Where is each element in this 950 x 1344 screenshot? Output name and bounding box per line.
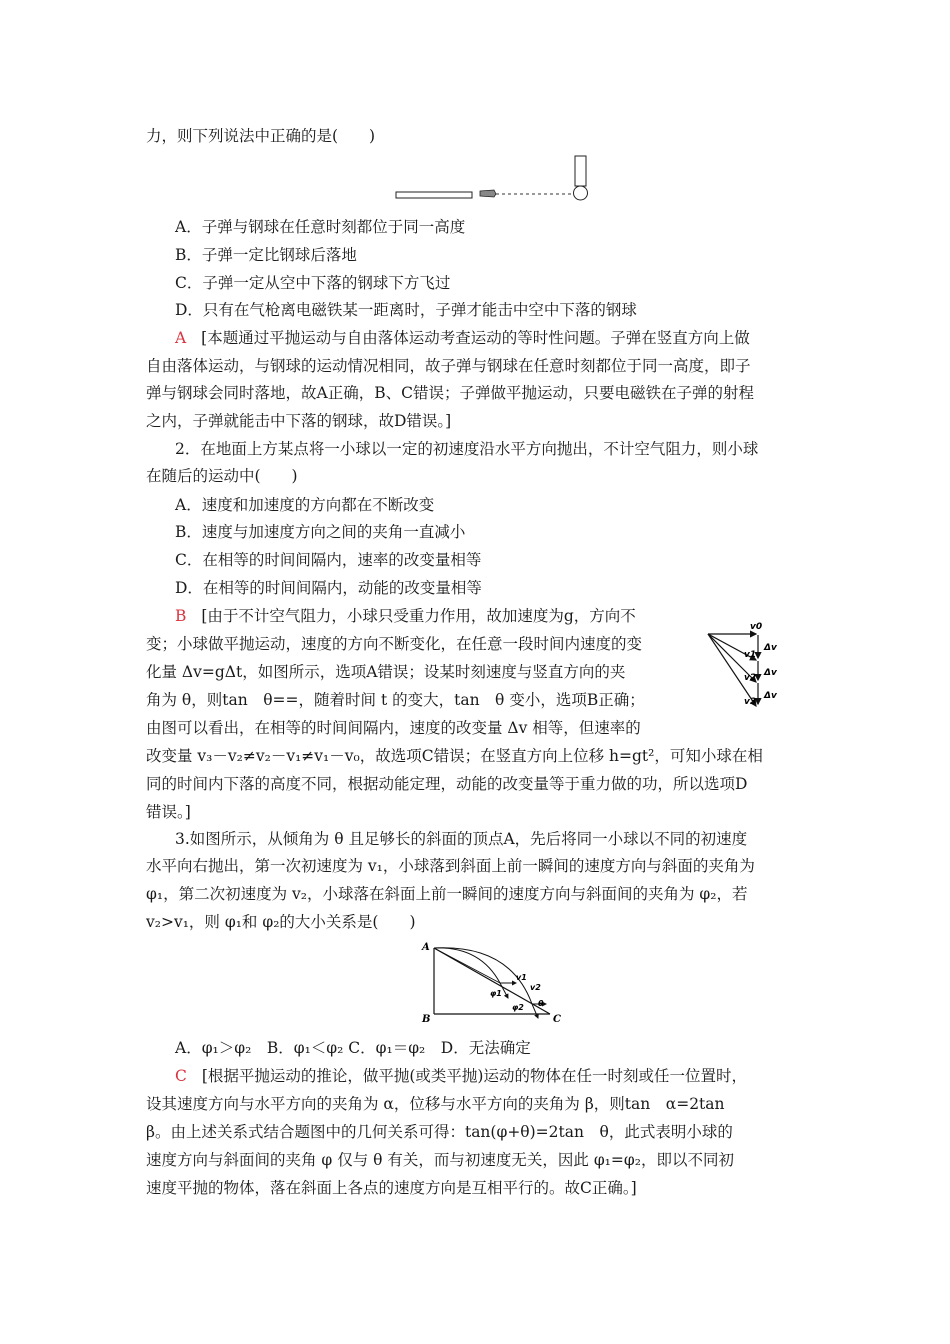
q2-explanation-line-5: 由图可以看出，在相等的时间间隔内，速度的改变量 Δv 相等，但速率的	[146, 719, 641, 737]
q2-explanation-line-3: 化量 Δv=gΔt，如图所示，选项A错误；设某时刻速度与竖直方向的夹	[146, 663, 626, 681]
q2-stem-line-1: 2．在地面上方某点将一小球以一定的初速度沿水平方向抛出，不计空气阻力，则小球	[175, 440, 759, 458]
q3-stem-line-4: v₂>v₁，则 φ₁和 φ₂的大小关系是( )	[146, 913, 416, 931]
q3-fig-label-v2: v2	[530, 983, 541, 992]
q1-explanation-line-4: 之内，子弹就能击中下落的钢球，故D错误。]	[146, 412, 452, 430]
q3-stem-line-2: 水平向右抛出，第一次初速度为 v₁，小球落到斜面上前一瞬间的速度方向与斜面的夹角为	[146, 857, 755, 875]
q2-velocity-vector-diagram	[700, 620, 800, 720]
q3-stem-line-1: 3.如图所示，从倾角为 θ 且足够长的斜面的顶点A，先后将同一小球以不同的初速度	[175, 830, 748, 848]
q3-fig-label-v1: v1	[516, 973, 527, 982]
q2-fig-label-v3: v3	[744, 697, 757, 707]
q1-option-a: A．子弹与钢球在任意时刻都位于同一高度	[175, 218, 466, 236]
q1-explanation-line-1	[175, 328, 750, 348]
q1-option-b: B．子弹一定比钢球后落地	[175, 246, 357, 264]
q2-fig-label-v0: v0	[750, 622, 763, 632]
q3-explanation-text-1: [根据平抛运动的推论，做平抛(或类平抛)运动的物体在任一时刻或任一位置时，	[201, 1067, 747, 1085]
q3-explanation-line-2: 设其速度方向与水平方向的夹角为 α，位移与水平方向的夹角为 β，则tan α=2tan	[146, 1095, 725, 1113]
q3-explanation-line-4: 速度方向与斜面间的夹角 φ 仅与 θ 有关，而与初速度无关，因此 φ₁=φ₂，即以不同初	[146, 1151, 734, 1169]
q3-answer-letter: C	[175, 1067, 187, 1085]
q3-explanation-line-3: β。由上述关系式结合题图中的几何关系可得：tan(φ+θ)=2tan θ，此式表明小球的	[146, 1123, 733, 1141]
q3-options: A．φ₁＞φ₂ B．φ₁＜φ₂ C．φ₁＝φ₂ D．无法确定	[175, 1039, 531, 1057]
q3-fig-label-phi1: φ1	[490, 989, 502, 998]
q2-explanation-text-1: [由于不计空气阻力，小球只受重力作用，故加速度为g，方向不	[201, 607, 636, 625]
q1-stem-tail: 力，则下列说法中正确的是( )	[146, 127, 376, 145]
q2-explanation-line-4: 角为 θ，则tan θ==，随着时间 t 的变大，tan θ 变小，选项B正确；	[146, 691, 645, 709]
q3-fig-label-a: A	[422, 942, 430, 953]
q2-fig-label-dv-3: Δv	[764, 691, 777, 701]
q2-fig-label-dv-2: Δv	[764, 668, 777, 678]
q2-answer-letter: B	[175, 607, 187, 625]
q3-explanation-line-5: 速度平抛的物体，落在斜面上各点的速度方向是互相平行的。故C正确。]	[146, 1179, 637, 1197]
q2-fig-label-v1: v1	[744, 650, 757, 660]
q1-option-c: C．子弹一定从空中下落的钢球下方飞过	[175, 274, 451, 292]
q2-explanation-line-7: 同的时间内下落的高度不同，根据动能定理，动能的改变量等于重力做的功，所以选项D	[146, 775, 748, 793]
q1-option-d: D．只有在气枪离电磁铁某一距离时，子弹才能击中空中下落的钢球	[175, 301, 637, 319]
q3-fig-label-phi2: φ2	[512, 1003, 524, 1012]
q2-explanation-line-6: 改变量 v₃－v₂≠v₂－v₁≠v₁－v₀，故选项C错误；在竖直方向上位移 h=gt²，可知小球在相	[146, 747, 763, 765]
q2-explanation-line-1	[175, 606, 636, 626]
q2-stem-line-2: 在随后的运动中( )	[146, 467, 298, 485]
q3-fig-label-c: C	[553, 1014, 561, 1025]
q1-explanation-line-3: 弹与钢球会同时落地，故A正确，B、C错误；子弹做平抛运动，只要电磁铁在子弹的射程	[146, 384, 754, 402]
q2-option-a: A．速度和加速度的方向都在不断改变	[175, 496, 435, 514]
q2-fig-label-v2: v2	[744, 673, 757, 683]
q1-explanation-text-1: [本题通过平抛运动与自由落体运动考查运动的等时性问题。子弹在竖直方向上做	[201, 329, 750, 347]
q3-fig-label-b: B	[422, 1014, 431, 1025]
q2-explanation-line-2: 变；小球做平抛运动，速度的方向不断变化，在任意一段时间内速度的变	[146, 635, 643, 653]
q1-explanation-line-2: 自由落体运动，与钢球的运动情况相同，故子弹与钢球在任意时刻都位于同一高度，即子	[146, 357, 751, 375]
q2-explanation-line-8: 错误。]	[146, 803, 191, 821]
q2-option-b: B．速度与加速度方向之间的夹角一直减小	[175, 523, 466, 541]
q2-fig-label-dv-1: Δv	[764, 643, 777, 653]
q1-answer-letter: A	[175, 329, 187, 347]
q2-option-d: D．在相等的时间间隔内，动能的改变量相等	[175, 579, 482, 597]
q3-incline-diagram	[420, 938, 570, 1028]
q3-stem-line-3: φ₁，第二次初速度为 v₂，小球落在斜面上前一瞬间的速度方向与斜面间的夹角为 φ₂，若	[146, 885, 748, 903]
q3-fig-label-theta: θ	[538, 999, 544, 1008]
q3-explanation-line-1	[175, 1066, 747, 1086]
q1-figure-gun-and-magnet	[390, 152, 600, 204]
q2-option-c: C．在相等的时间间隔内，速率的改变量相等	[175, 551, 482, 569]
